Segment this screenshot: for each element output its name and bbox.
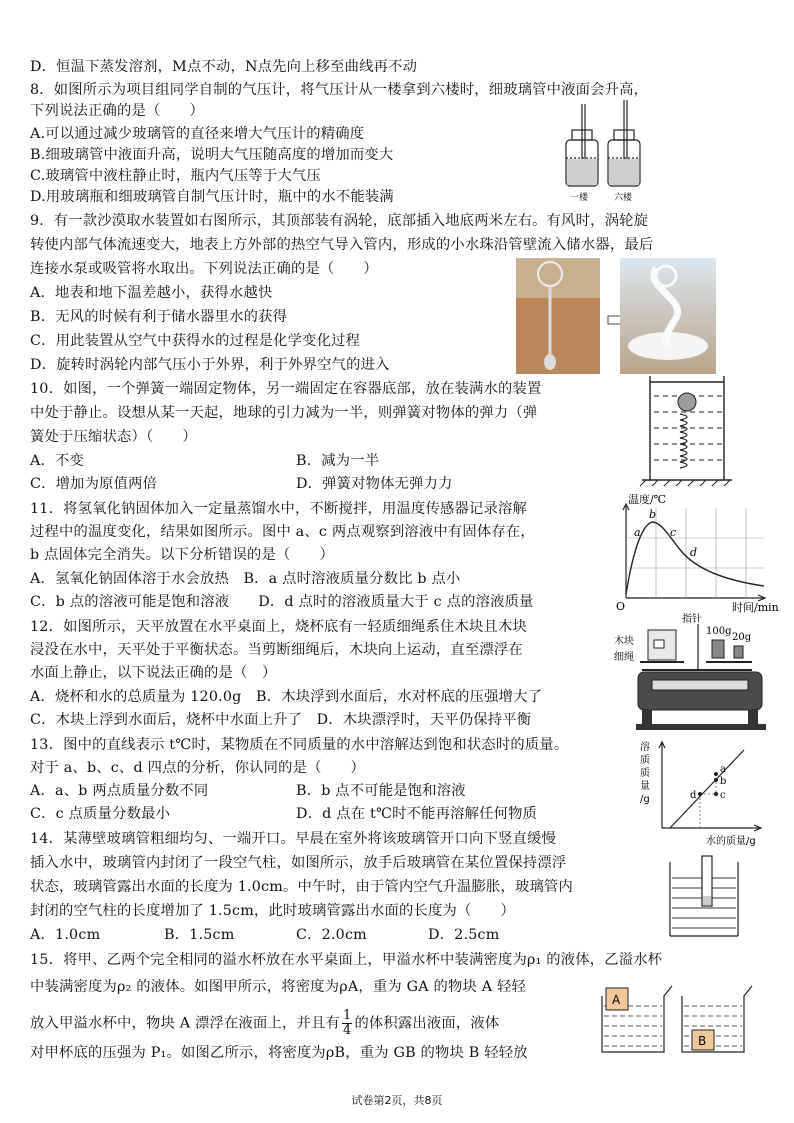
q8-option-c: C.玻璃管中液柱静止时，瓶内气压等于大气压	[30, 168, 321, 184]
q15-stem-3-part2: 的体积露出液面，液体	[354, 1015, 500, 1032]
block-b-label: B	[698, 1034, 707, 1048]
fraction-denominator: 4	[342, 1023, 352, 1038]
q14-stem-1: 14．某薄壁玻璃管粗细均匀、一端开口。早晨在室外将该玻璃管开口向下竖直缓慢	[30, 831, 556, 847]
q8-option-b: B.细玻璃管中液面升高，说明大气压随高度的增加而变大	[30, 147, 394, 163]
q9-option-b: B．无风的时候有利于储水器里水的获得	[30, 309, 288, 325]
q7-option-d: D．恒温下蒸发溶剂，M点不动，N点先向上移至曲线再不动	[30, 59, 418, 75]
q9-option-c: C．用此装置从空气中获得水的过程是化学变化过程	[30, 333, 361, 349]
q15-stem-4: 对甲杯底的压强为 P₁。如图乙所示，将密度为ρB，重为 GB 的物块 B 轻轻放	[30, 1045, 528, 1061]
weight-100g-label: 100g	[706, 626, 732, 637]
pointer-label: 指针	[682, 614, 702, 625]
q10-option-b: B．减为一半	[296, 453, 380, 469]
spring-container-figure	[636, 372, 738, 488]
q8-option-d: D.用玻璃瓶和细玻璃管自制气压计时，瓶中的水不能装满	[30, 189, 394, 205]
glass-tube-figure	[666, 852, 742, 940]
q12-stem-1: 12．如图所示，天平放置在水平桌面上，烧杯底有一轻质细绳系住木块且木块	[30, 619, 527, 635]
q14-stem-3: 状态，玻璃管露出水面的长度为 1.0cm。中午时，由于管内空气升温膨胀，玻璃管内	[30, 879, 573, 895]
q12-stem-2: 浸没在水中，天平处于平衡状态。当剪断细绳后，木块向上运动，直至漂浮在	[30, 642, 523, 658]
point-c-13: c	[720, 790, 726, 801]
weight-20g	[734, 646, 743, 658]
temp-axis-label: 温度/℃	[628, 494, 667, 506]
q10-stem-2: 中处于静止。设想从某一天起，地球的引力减为一半，则弹簧对物体的弹力（弹	[30, 405, 538, 421]
q10-stem-1: 10．如图，一个弹簧一端固定物体，另一端固定在容器底部，放在装满水的装置	[30, 381, 542, 397]
q14-option-c: C．2.0cm	[296, 927, 367, 943]
q13-option-b: B．b 点不可能是饱和溶液	[296, 783, 466, 799]
water-axis-label: 水的质量/g	[706, 836, 756, 846]
wood-label: 木块	[614, 636, 634, 647]
sphere-object	[678, 393, 696, 411]
solubility-graph	[640, 734, 786, 846]
q11-stem-1: 11．将氢氧化钠固体加入一定量蒸馏水中，不断搅拌，用温度传感器记录溶解	[30, 501, 527, 517]
balance-figure	[612, 610, 788, 736]
label-floor6: 六楼	[614, 193, 633, 203]
point-a: a	[634, 526, 641, 539]
q14-option-d: D．2.5cm	[428, 927, 500, 943]
q9-stem-3: 连接水泵或吸管将水取出。下列说法正确的是（ ）	[30, 261, 378, 277]
q12-options-ab: A．烧杯和水的总质量为 120.0g B．木块浮到水面后，水对杯底的压强增大了	[30, 689, 543, 705]
q8-stem-2: 下列说法正确的是（ ）	[30, 103, 204, 119]
weight-20g-label: 20g	[732, 632, 752, 643]
q9-option-d: D．旋转时涡轮内部气压小于外界，利于外界空气的进入	[30, 357, 390, 373]
saturation-line	[670, 750, 744, 828]
q15-stem-3-part1: 放入甲溢水杯中，物块 A 漂浮在液面上，并且有	[30, 1015, 340, 1032]
weight-100g	[712, 640, 724, 658]
q15-stem-3	[30, 1009, 499, 1038]
q11-stem-3: b 点固体完全消失。以下分析错误的是（ ）	[30, 547, 335, 563]
q8-stem-1: 8．如图所示为项目组同学自制的气压计，将气压计从一楼拿到六楼时，细玻璃管中液面会升高，	[30, 82, 649, 98]
q14-option-b: B．1.5cm	[164, 927, 235, 943]
label-floor1: 一楼	[570, 193, 589, 203]
origin-label: O	[616, 600, 626, 613]
q10-stem-3: 簧处于压缩状态）（ ）	[30, 429, 197, 445]
q14-stem-2: 插入水中，玻璃管内封闭了一段空气柱，如图所示，放手后玻璃管在某位置保持漂浮	[30, 855, 567, 871]
q11-options-ab: A．氢氧化钠固体溶于水会放热 B．a 点时溶液质量分数比 b 点小	[30, 571, 461, 587]
water-collector-figure	[516, 258, 716, 374]
point-b-13: b	[720, 776, 727, 787]
overflow-cups-figure	[588, 980, 784, 1056]
q10-option-a: A．不变	[30, 453, 85, 469]
q12-stem-3: 水面上静止，以下说法正确的是（ ）	[30, 665, 277, 681]
q9-option-a: A．地表和地下温差越小，获得水越快	[30, 285, 273, 301]
q15-stem-1: 15．将甲、乙两个完全相同的溢水杯放在水平桌面上，甲溢水杯中装满密度为ρ₁ 的液体，乙溢水杯	[30, 952, 663, 968]
q13-option-c: C．c 点质量分数最小	[30, 806, 171, 822]
page-footer: 试卷第2页，共8页	[351, 1094, 443, 1107]
time-axis-label: 时间/min	[732, 601, 779, 614]
point-a-13: a	[720, 764, 726, 775]
q11-stem-2: 过程中的温度变化，结果如图所示。图中 a、c 两点观察到溶液中有固体存在，	[30, 524, 535, 540]
q15-stem-2: 中装满密度为ρ₂ 的液体。如图甲所示，将密度为ρA，重为 GA 的物块 A 轻轻	[30, 979, 526, 995]
point-d: d	[690, 546, 698, 559]
q14-stem-4: 封闭的空气柱的长度增加了 1.5cm，此时玻璃管露出水面的长度为（ ）	[30, 903, 515, 919]
fraction-numerator: 1	[342, 1008, 352, 1023]
q11-options-cd: C．b 点的溶液可能是饱和溶液 D．d 点时的溶液质量大于 c 点的溶液质量	[30, 594, 534, 610]
barometer-figure	[556, 100, 648, 206]
point-b: b	[649, 508, 657, 521]
fraction-one-quarter	[342, 1009, 352, 1038]
q13-stem-2: 对于 a、b、c、d 四点的分析，你认同的是（ ）	[30, 760, 366, 776]
q14-option-a: A．1.0cm	[30, 927, 101, 943]
temperature-graph	[612, 494, 788, 614]
balance-base	[638, 672, 762, 710]
solute-axis-label: 溶质质量/g	[640, 742, 650, 805]
q13-stem-1: 13．图中的直线表示 t℃时，某物质在不同质量的水中溶解达到饱和状态时的质量。	[30, 737, 569, 753]
q12-options-cd: C．木块上浮到水面后，烧杯中水面上升了 D．木块漂浮时，天平仍保持平衡	[30, 712, 532, 728]
point-c: c	[670, 526, 677, 539]
q9-stem-1: 9．有一款沙漠取水装置如右图所示，其顶部装有涡轮，底部插入地底两米左右。有风时，涡轮旋	[30, 213, 649, 229]
q13-option-a: A．a、b 两点质量分数不同	[30, 783, 209, 799]
block-a-label: A	[612, 993, 621, 1007]
q9-stem-2: 转使内部气体流速变大，地表上方外部的热空气导入管内，形成的小水珠沿管壁流入储水器，最后	[30, 237, 654, 253]
q10-option-d: D．弹簧对物体无弹力力	[296, 476, 453, 492]
q10-option-c: C．增加为原值两倍	[30, 476, 158, 492]
point-d-13: d	[690, 790, 697, 801]
q13-option-d: D．d 点在 t℃时不能再溶解任何物质	[296, 806, 538, 822]
rope-label: 细绳	[614, 652, 634, 663]
q8-option-a: A.可以通过减少玻璃管的直径来增大气压计的精确度	[30, 126, 365, 142]
